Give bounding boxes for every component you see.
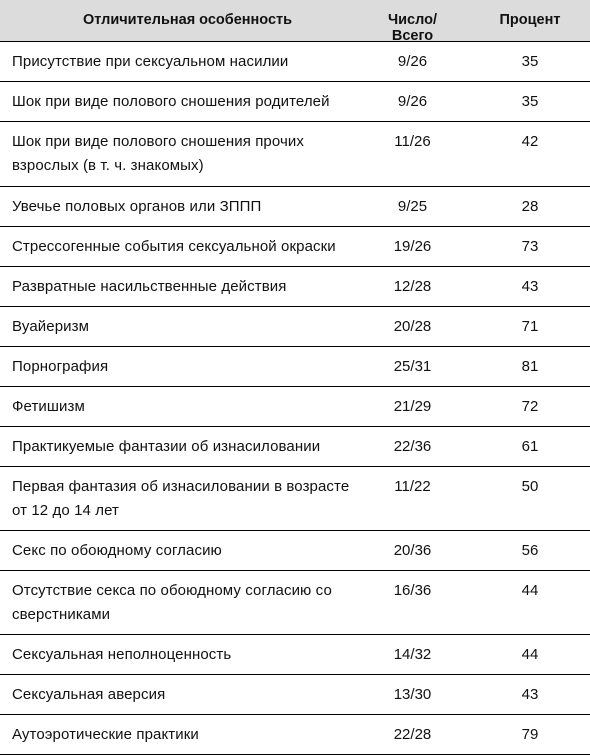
- table-row: [0, 307, 590, 347]
- row-percent: 43: [521, 686, 539, 703]
- row-feature: Практикуемые фантазии об изнасиловании: [12, 438, 321, 455]
- header-count: Число/Всего: [387, 12, 438, 44]
- row-count: 9/26: [397, 93, 428, 110]
- header-feature: Отличительная особенность: [82, 12, 293, 28]
- row-percent: 44: [521, 646, 539, 663]
- row-count: 11/22: [394, 478, 431, 495]
- row-percent: 81: [521, 358, 539, 375]
- row-count: 11/26: [394, 133, 431, 150]
- row-percent: 44: [521, 582, 539, 599]
- row-count: 22/28: [393, 726, 432, 743]
- row-feature: Сексуальная аверсия: [12, 686, 166, 703]
- row-count: 22/36: [393, 438, 432, 455]
- row-feature: Стрессогенные события сексуальной окраски: [12, 238, 336, 255]
- table-row: [0, 427, 590, 467]
- row-count: 19/26: [393, 238, 432, 255]
- row-feature: Шок при виде полового сношения прочих взрослых (в т. ч. знакомых): [12, 133, 304, 174]
- row-feature: Первая фантазия об изнасиловании в возрасте от 12 до 14 лет: [12, 478, 350, 519]
- table-row: [0, 267, 590, 307]
- row-percent: 72: [521, 398, 539, 415]
- row-count: 14/32: [393, 646, 432, 663]
- table-row: [0, 387, 590, 427]
- row-feature: Шок при виде полового сношения родителей: [12, 93, 330, 110]
- row-percent: 35: [521, 53, 539, 70]
- table-row: [0, 531, 590, 571]
- row-feature: Фетишизм: [12, 398, 85, 415]
- row-count: 20/28: [393, 318, 432, 335]
- table-row: [0, 122, 590, 187]
- table-row: [0, 227, 590, 267]
- row-count: 16/36: [393, 582, 432, 599]
- table-row: [0, 675, 590, 715]
- row-count: 9/25: [397, 198, 428, 215]
- row-percent: 50: [521, 478, 539, 495]
- row-percent: 35: [521, 93, 539, 110]
- table-row: [0, 467, 590, 531]
- table-row: [0, 42, 590, 82]
- row-feature: Порнография: [12, 358, 109, 375]
- row-percent: 61: [521, 438, 539, 455]
- row-percent: 28: [521, 198, 539, 215]
- row-count: 9/26: [397, 53, 428, 70]
- row-percent: 79: [521, 726, 539, 743]
- row-feature: Сексуальная неполноценность: [12, 646, 232, 663]
- table-header: [0, 0, 590, 42]
- row-count: 21/29: [393, 398, 432, 415]
- table-row: [0, 347, 590, 387]
- table-row: [0, 635, 590, 675]
- row-count: 25/31: [393, 358, 432, 375]
- row-percent: 43: [521, 278, 539, 295]
- table-row: [0, 715, 590, 755]
- row-percent: 56: [521, 542, 539, 559]
- row-count: 13/30: [393, 686, 432, 703]
- table-row: [0, 187, 590, 227]
- header-percent: Процент: [499, 12, 561, 28]
- row-feature: Присутствие при сексуальном насилии: [12, 53, 289, 70]
- row-feature: Отсутствие секса по обоюдному согласию со сверстниками: [12, 582, 332, 623]
- row-feature: Увечье половых органов или ЗППП: [12, 198, 262, 215]
- row-feature: Развратные насильственные действия: [12, 278, 287, 295]
- row-feature: Аутоэротические практики: [12, 726, 199, 743]
- table-row: [0, 82, 590, 122]
- row-percent: 71: [521, 318, 539, 335]
- row-percent: 73: [521, 238, 539, 255]
- row-count: 20/36: [393, 542, 432, 559]
- row-percent: 42: [521, 133, 539, 150]
- row-feature: Секс по обоюдному согласию: [12, 542, 222, 559]
- table-row: [0, 571, 590, 635]
- row-count: 12/28: [393, 278, 432, 295]
- row-feature: Вуайеризм: [12, 318, 90, 335]
